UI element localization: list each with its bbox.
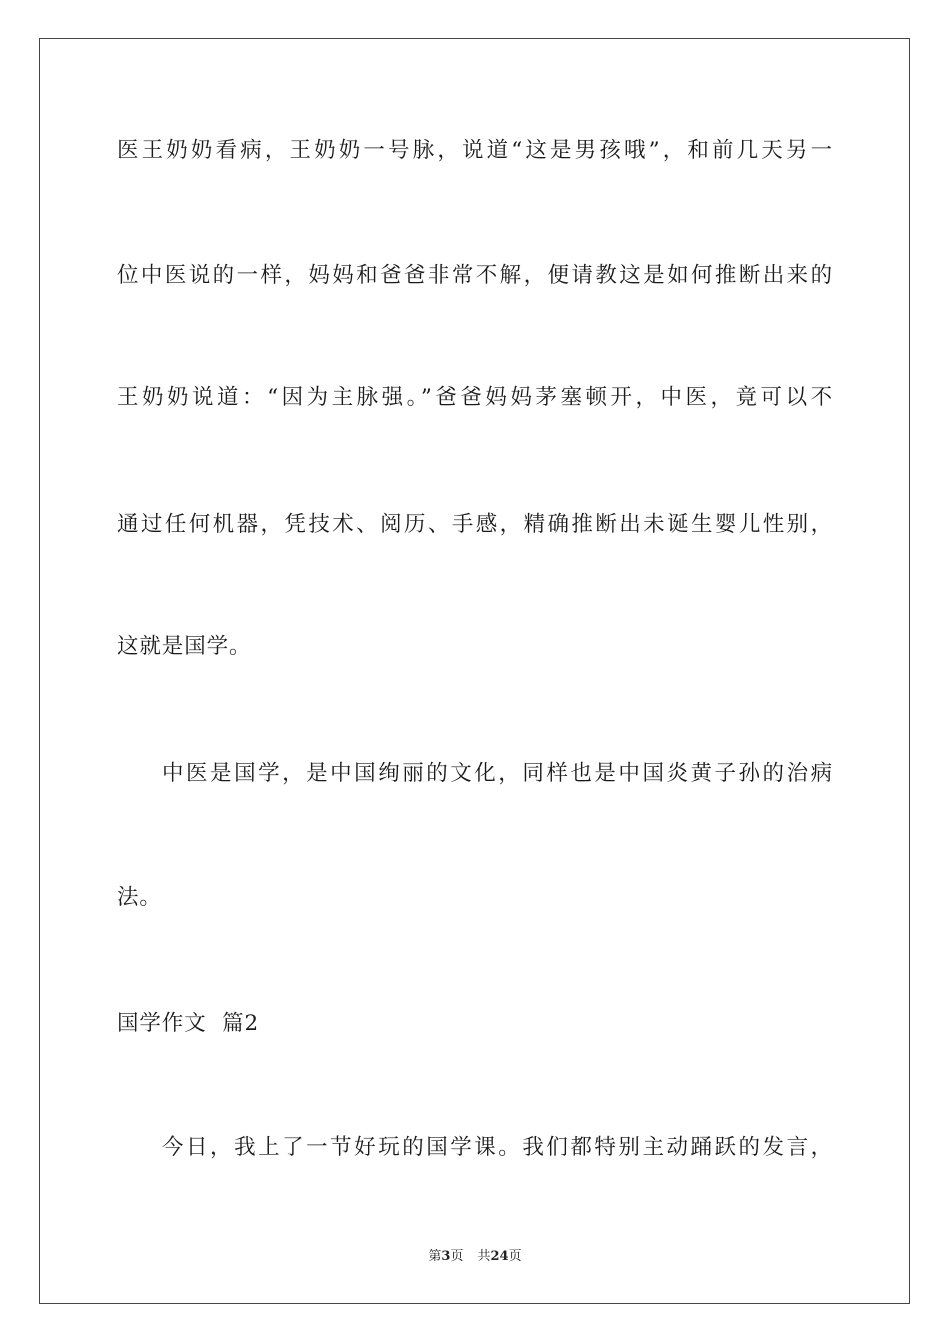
total-label-suffix: 页 [508,1249,522,1264]
body-text-line: 这就是国学。 [117,634,252,659]
section-heading: 国学作文 篇2 [117,1011,260,1036]
total-label-prefix: 共 [477,1249,491,1264]
body-text-line: 王奶奶说道：“因为主脉强。”爸爸妈妈茅塞顿开，中医，竟可以不 [117,385,833,410]
page-border [39,38,910,1304]
page-label-suffix: 页 [450,1249,464,1264]
body-text-line: 法。 [117,885,162,910]
page-footer [0,1248,950,1266]
paragraph-first-line: 今日，我上了一节好玩的国学课。我们都特别主动踊跃的发言， [162,1135,833,1160]
page-label-prefix: 第 [428,1249,442,1264]
body-text-line: 位中医说的一样，妈妈和爸爸非常不解，便请教这是如何推断出来的 [117,263,833,288]
body-text-line: 通过任何机器，凭技术、阅历、手感，精确推断出未诞生婴儿性别， [117,512,833,537]
paragraph-first-line: 中医是国学，是中国绚丽的文化，同样也是中国炎黄子孙的治病 [162,761,833,786]
total-page-count: 24 [490,1249,509,1264]
current-page-number: 3 [441,1249,451,1264]
body-text-line: 医王奶奶看病，王奶奶一号脉，说道“这是男孩哦”，和前几天另一 [117,138,833,163]
